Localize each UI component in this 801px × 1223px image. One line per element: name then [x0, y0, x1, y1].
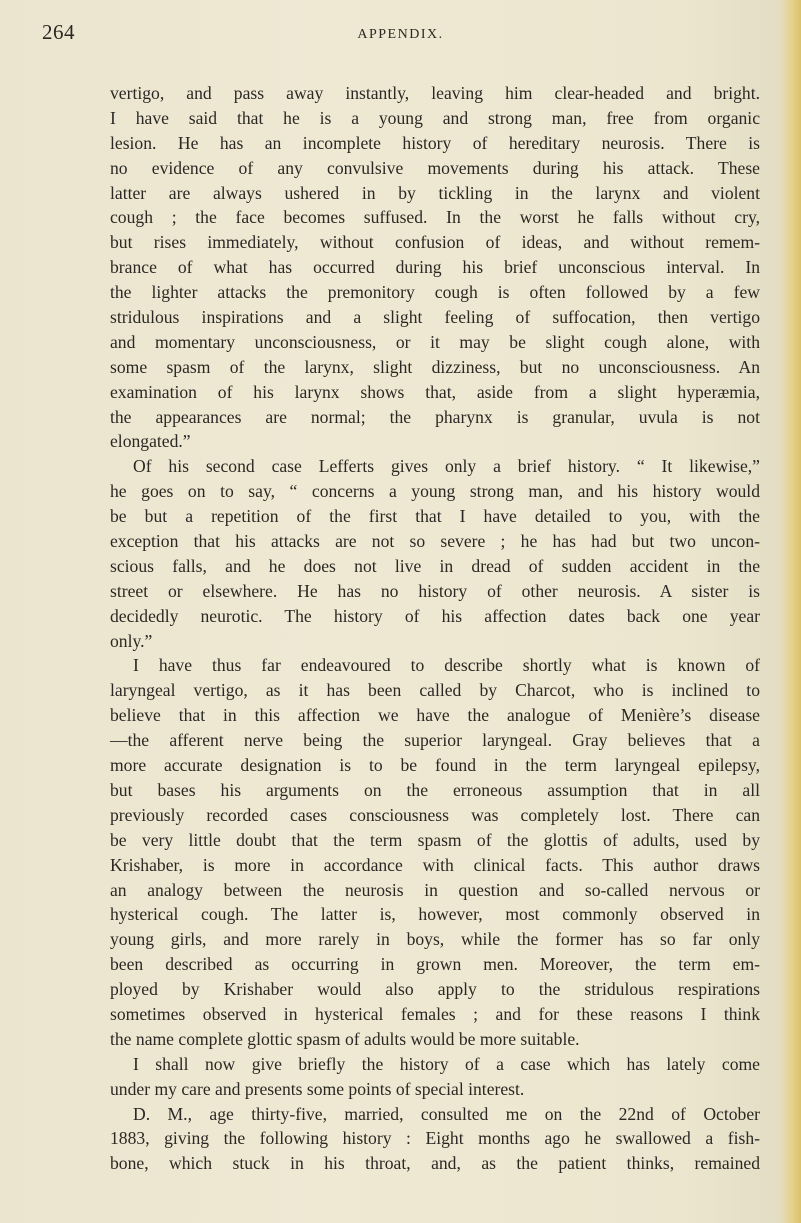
- text-line: cough ; the face becomes suffused. In the worst he falls without cry,: [110, 207, 760, 228]
- text-line: vertigo, and pass away instantly, leaving him clear-headed and bright.: [110, 83, 760, 103]
- text-line: previously recorded cases consciousness was completely lost. There can: [110, 804, 760, 825]
- text-line: I have said that he is a young and strong man, free from organic: [110, 107, 760, 128]
- text-line: some spasm of the larynx, slight dizziness, but no unconsciousness. An: [110, 356, 760, 377]
- body-text: [110, 81, 760, 1176]
- text-line: ployed by Krishaber would also apply to the stridulous respirations: [110, 979, 760, 1000]
- text-line: stridulous inspirations and a slight feeling of suffocation, then vertigo: [110, 307, 760, 328]
- text-line: exception that his attacks are not so severe ; he has had but two uncon-: [110, 531, 760, 552]
- text-line: he goes on to say, “ concerns a young strong man, and his history would: [110, 481, 760, 502]
- text-line: I shall now give briefly the history of a case which has lately come: [133, 1053, 760, 1074]
- text-line: be very little doubt that the term spasm of the glottis of adults, used by: [110, 829, 760, 850]
- text-line: and momentary unconsciousness, or it may be slight cough alone, with: [110, 331, 760, 352]
- text-line: brance of what has occurred during his brief unconscious interval. In: [110, 257, 760, 278]
- running-head: APPENDIX.: [357, 27, 444, 42]
- text-line: laryngeal vertigo, as it has been called by Charcot, who is inclined to: [110, 680, 760, 701]
- page-number: 264: [42, 20, 75, 44]
- text-line: young girls, and more rarely in boys, while the former has so far only: [110, 929, 760, 950]
- text-line: the appearances are normal; the pharynx is granular, uvula is not: [110, 406, 760, 427]
- text-line: D. M., age thirty-five, married, consulted me on the 22nd of October: [133, 1103, 760, 1124]
- text-line: no evidence of any convulsive movements during his attack. These: [110, 157, 760, 178]
- text-line: an analogy between the neurosis in question and so-called nervous or: [110, 879, 760, 900]
- text-line: scious falls, and he does not live in dread of sudden accident in the: [110, 555, 760, 576]
- text-line: street or elsewhere. He has no history of other neurosis. A sister is: [110, 580, 760, 601]
- text-line: 1883, giving the following history : Eight months ago he swallowed a fish-: [110, 1128, 760, 1149]
- text-line: but bases his arguments on the erroneous assumption that in all: [110, 779, 760, 800]
- text-line: latter are always ushered in by tickling in the larynx and violent: [110, 182, 760, 203]
- text-line: —the afferent nerve being the superior laryngeal. Gray believes that a: [110, 730, 760, 751]
- text-line: bone, which stuck in his throat, and, as the patient thinks, remained: [110, 1153, 760, 1174]
- text-line: hysterical cough. The latter is, however, most commonly observed in: [110, 904, 760, 925]
- text-line: examination of his larynx shows that, aside from a slight hyperæmia,: [110, 381, 760, 402]
- text-line: only.”: [110, 630, 153, 651]
- text-line: under my care and presents some points of special interest.: [110, 1078, 525, 1099]
- text-line: believe that in this affection we have the analogue of Menière’s disease: [110, 705, 760, 726]
- text-line: the lighter attacks the premonitory cough is often followed by a few: [110, 282, 760, 303]
- page-edge: [779, 0, 801, 1223]
- text-line: Krishaber, is more in accordance with clinical facts. This author draws: [110, 854, 760, 875]
- text-line: Of his second case Lefferts gives only a brief history. “ It likewise,”: [133, 456, 760, 477]
- text-line: I have thus far endeavoured to describe shortly what is known of: [133, 655, 760, 676]
- text-line: but rises immediately, without confusion of ideas, and without remem-: [110, 232, 760, 253]
- text-line: been described as occurring in grown men. Moreover, the term em-: [110, 954, 760, 975]
- text-line: lesion. He has an incomplete history of hereditary neurosis. There is: [110, 132, 760, 153]
- text-line: the name complete glottic spasm of adults would be more suitable.: [110, 1028, 580, 1049]
- text-line: be but a repetition of the first that I have detailed to you, with the: [110, 506, 760, 527]
- text-line: elongated.”: [110, 431, 191, 452]
- text-line: sometimes observed in hysterical females ; and for these reasons I think: [110, 1003, 760, 1024]
- text-line: decidedly neurotic. The history of his affection dates back one year: [110, 605, 760, 626]
- text-line: more accurate designation is to be found in the term laryngeal epilepsy,: [110, 755, 760, 776]
